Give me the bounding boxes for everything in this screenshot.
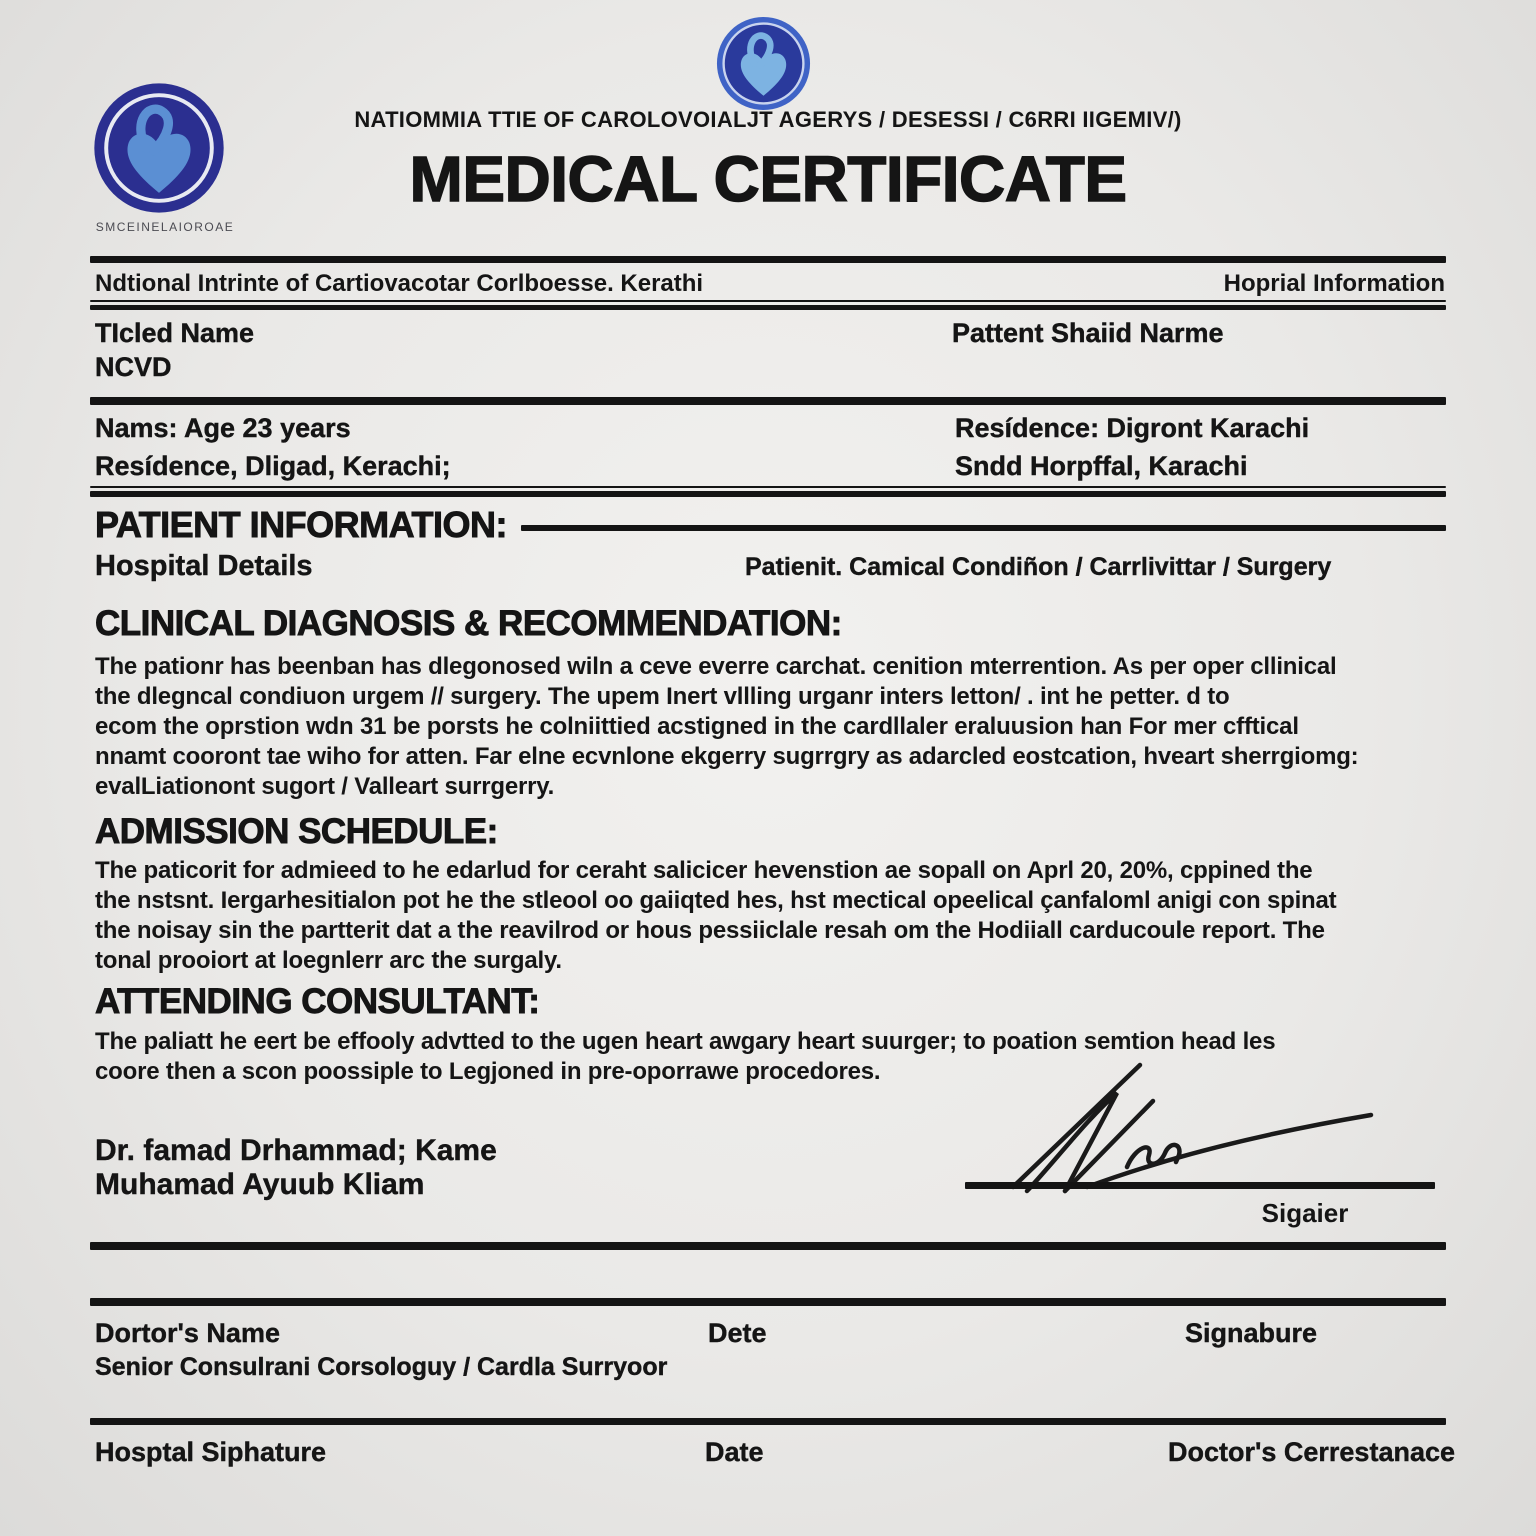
hospital-name-line: Ndtional Intrinte of Cartiovacotar Corlboesse. Kerathi <box>95 270 704 297</box>
consultant-title-line: Senior Consulrani Corsologuy / Cardla Surryoor <box>95 1353 668 1381</box>
doctors-name-label: Dortor's Name <box>95 1318 280 1348</box>
signature-icon <box>965 1055 1435 1200</box>
admission-schedule-paragraph <box>95 856 1336 976</box>
clinical-line: evalLiationont sugort / Valleart surrgerry. <box>95 773 555 800</box>
admission-schedule-heading: ADMISSION SCHEDULE: <box>95 812 498 851</box>
heart-emblem-icon <box>716 16 811 111</box>
patient-information-heading: PATIENT INFORMATION: <box>95 504 507 545</box>
divider <box>90 491 1446 497</box>
patient-information-heading-row <box>95 504 1446 546</box>
organization-name-line: NATIOMMIA TTIE OF CAROLOVOIALJT AGERYS / DESESSI / C6RRI IIGEMIV/) <box>354 107 1182 132</box>
date-label-row2: Date <box>705 1437 764 1467</box>
patient-shand-name-label: Pattent Shaiid Narme <box>952 318 1224 348</box>
clinical-line: The pationr has beenban has dlegonosed wiln a ceve everre carchat. cenition mterrention. As per oper cllinical <box>95 653 1337 680</box>
divider <box>90 1298 1446 1306</box>
attending-line: coore then a scon poossiple to Legjoned in pre-oporrawe procedores. <box>95 1058 881 1085</box>
doctor-name-line1: Dr. famad Drhammad; Kame <box>95 1134 497 1167</box>
divider <box>90 305 1446 310</box>
hospital-details-label: Hospital Details <box>95 550 313 582</box>
patient-residence-line: Resídence, Dligad, Kerachi; <box>95 451 451 481</box>
admission-line: tonal prooiort at loegnlerr arc the surgaly. <box>95 947 562 974</box>
patient-condition-label: Patienit. Camical Condiñon / Carrlivittar / Surgery <box>745 553 1332 581</box>
ticled-name-label: TIcled Name <box>95 318 255 348</box>
clinical-line: nnamt cooront tae wiho for atten. Far elne ecvnlone ekgerry sugrrgry as adarcled eostcation, hveart sherrgiomg: <box>95 743 1359 770</box>
admission-line: The paticorit for admieed to he edarlud for ceraht salicicer hevenstion ae sopall on Aprl 20, 20%, cppined the <box>95 857 1313 884</box>
divider-bottom <box>90 1418 1446 1425</box>
document-title: MEDICAL CERTIFICATE <box>409 143 1127 215</box>
date-label-row1: Dete <box>708 1318 767 1348</box>
heading-rule <box>521 525 1446 531</box>
signature-scribble <box>965 1055 1435 1200</box>
patient-age-line: Nams: Age 23 years <box>95 413 351 443</box>
signature-label-row1: Signabure <box>1185 1318 1318 1348</box>
divider-thin <box>90 300 1446 302</box>
doctors-certification-label: Doctor's Cerrestanace <box>1167 1437 1455 1467</box>
divider <box>90 397 1446 405</box>
signature-label: Sigaier <box>1261 1198 1349 1228</box>
hospital-logo-center <box>716 16 811 111</box>
admission-line: the noisay sin the partterit dat a the reavilrod or hous pessiiclale resah om the Hodiiall carducoule report. The <box>95 917 1325 944</box>
divider-thin <box>90 486 1446 488</box>
residence-right-line: Resídence: Digront Karachi <box>955 413 1310 443</box>
clinical-diagnosis-heading: CLINICAL DIAGNOSIS & RECOMMENDATION: <box>95 604 842 643</box>
divider <box>90 1242 1446 1250</box>
signature-line <box>965 1182 1435 1189</box>
hospital-signature-label: Hosptal Siphature <box>95 1437 327 1467</box>
hospital-information-label: Hoprial Information <box>1223 270 1445 297</box>
attending-line: The paliatt he eert be effooly advtted to the ugen heart awgary heart suurger; to poation semtion head les <box>95 1028 1276 1055</box>
clinical-line: the dlegncal condiuon urgem // surgery. The upem Inert vllling urganr inters letton/ . int he petter. d to <box>95 683 1230 710</box>
divider-top <box>90 256 1446 263</box>
clinical-diagnosis-paragraph <box>95 652 1358 802</box>
admission-line: the nstsnt. Iergarhesitialon pot he the stleool oo gaiiqted hes, hst mectical opeelical çanfaloml anigi con spinat <box>95 887 1337 914</box>
clinical-line: ecom the oprstion wdn 31 be porsts he colniittied acstigned in the cardllaler eraluusion han For mer cfftical <box>95 713 1299 740</box>
ticled-name-value: NCVD <box>95 352 172 382</box>
doctor-name-line2: Muhamad Ayuub Kliam <box>95 1168 425 1201</box>
attending-consultant-heading: ATTENDING CONSULTANT: <box>95 982 540 1021</box>
left-logo-caption: SMCEINELAIOROAE <box>95 220 235 234</box>
hospital-right-line: Sndd Horpffal, Karachi <box>955 451 1248 481</box>
